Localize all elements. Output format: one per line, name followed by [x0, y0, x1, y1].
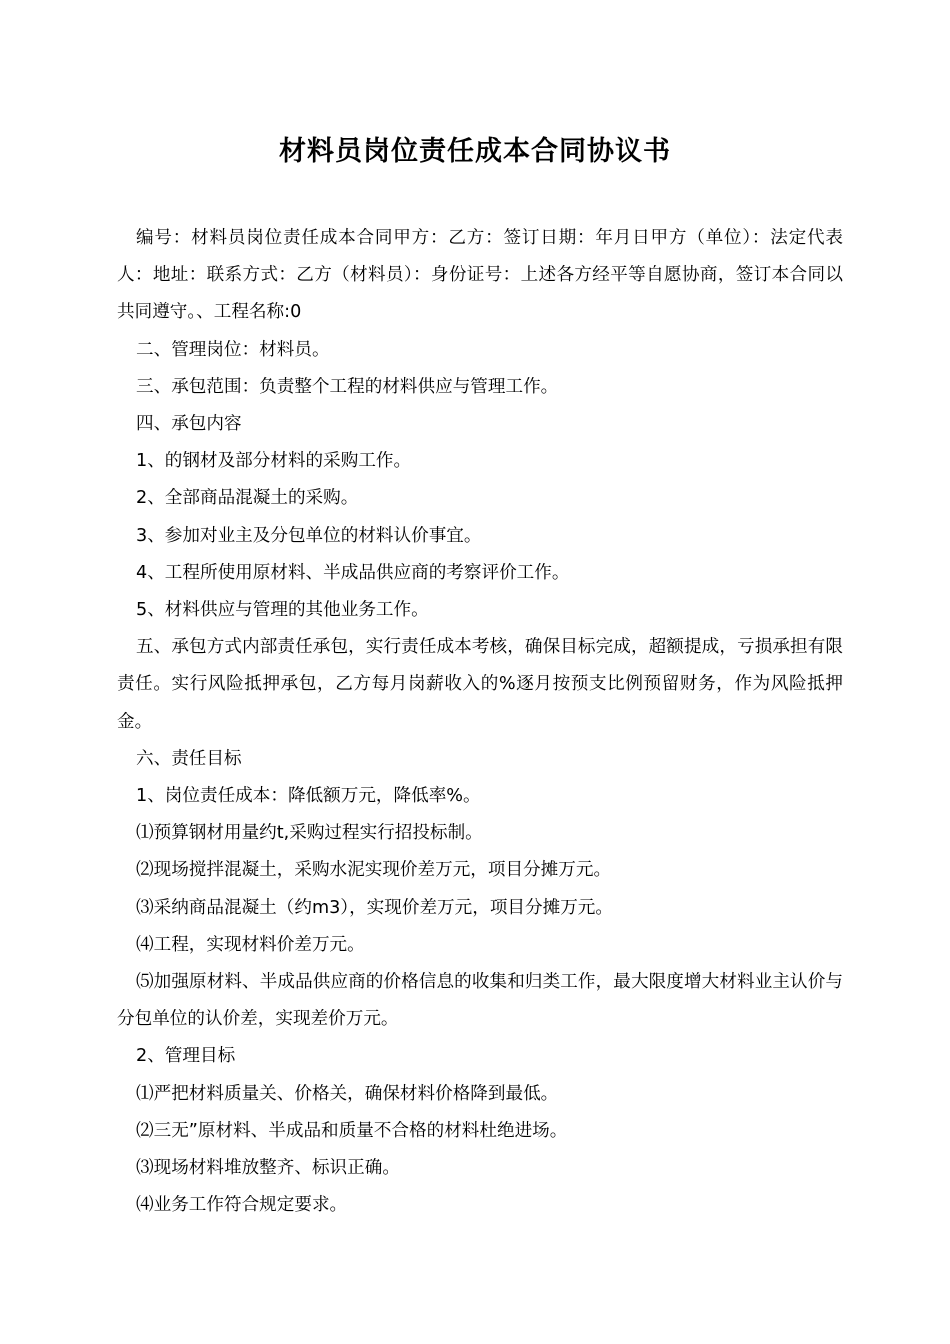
paragraph-subitem: ⑵现场搅拌混凝土，采购水泥实现价差万元，项目分摊万元。: [136, 860, 612, 881]
paragraph-subitem: ⑵三无”原材料、半成品和质量不合格的材料杜绝进场。: [136, 1120, 568, 1141]
paragraph-item: 4、工程所使用原材料、半成品供应商的考察评价工作。: [136, 562, 570, 583]
paragraph-subitem: ⑷业务工作符合规定要求。: [136, 1195, 348, 1216]
paragraph-item: 1、岗位责任成本：降低额万元，降低率%。: [136, 786, 481, 807]
paragraph-item: 3、参加对业主及分包单位的材料认价事宜。: [136, 525, 482, 546]
paragraph-item: 2、全部商品混凝土的采购。: [136, 488, 359, 509]
paragraph-section-4: 四、承包内容: [136, 414, 242, 435]
paragraph-item: 1、的钢材及部分材料的采购工作。: [136, 451, 412, 472]
paragraph-section-2: 二、管理岗位：材料员。: [136, 339, 330, 360]
paragraph-subitem: ⑶现场材料堆放整齐、标识正确。: [136, 1158, 400, 1179]
paragraph-section-3: 三、承包范围：负责整个工程的材料供应与管理工作。: [136, 376, 559, 397]
paragraph-item: 2、管理目标: [136, 1046, 236, 1067]
paragraph-subitem: ⑴预算钢材用量约t,采购过程实行招投标制。: [136, 823, 483, 844]
paragraph-subitem: ⑸加强原材料、半成品供应商的价格信息的收集和归类工作，最大限度增大材料业主认价与分包单位的认价差，实现差价万元。: [117, 972, 843, 1030]
paragraph-subitem: ⑶采纳商品混凝土（约m3），实现价差万元，项目分摊万元。: [136, 897, 613, 918]
paragraph-header-info: 编号：材料员岗位责任成本合同甲方：乙方：签订日期：年月日甲方（单位）：法定代表人：地址：联系方式：乙方（材料员）：身份证号：上述各方经平等自愿协商，签订本合同以共同遵守。、工程名称:0: [117, 228, 843, 323]
paragraph-section-6: 六、责任目标: [136, 748, 242, 769]
paragraph-subitem: ⑴严把材料质量关、价格关，确保材料价格降到最低。: [136, 1083, 559, 1104]
paragraph-item: 5、材料供应与管理的其他业务工作。: [136, 600, 429, 621]
paragraph-section-5: 五、承包方式内部责任承包，实行责任成本考核，确保目标完成，超额提成，亏损承担有限责任。实行风险抵押承包，乙方每月岗薪收入的%逐月按预支比例预留财务，作为风险抵押金。: [117, 637, 843, 732]
paragraph-subitem: ⑷工程，实现材料价差万元。: [136, 934, 365, 955]
document-title: 材料员岗位责任成本合同协议书: [279, 136, 671, 167]
document-body: [117, 220, 843, 1224]
